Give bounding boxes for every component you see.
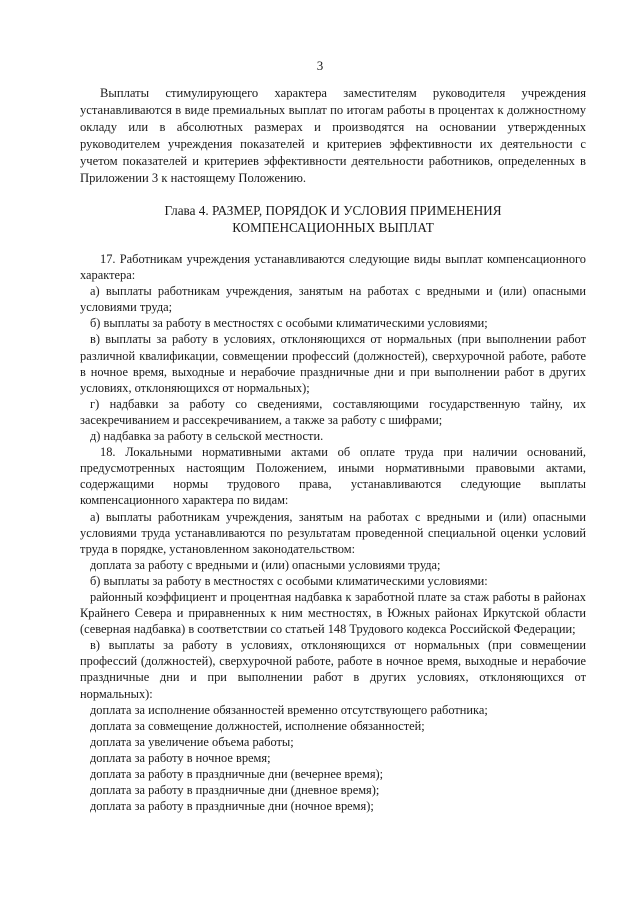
list-item: доплата за работу в праздничные дни (вечернее время); bbox=[90, 767, 384, 781]
list-item: доплата за работу в ночное время; bbox=[90, 750, 271, 765]
section-18-item-v-list bbox=[80, 702, 586, 815]
section-18-item-a-sub: доплата за работу с вредными и (или) опасными условиями труда; bbox=[90, 557, 441, 572]
document-body bbox=[80, 251, 586, 814]
list-item: доплата за работу в праздничные дни (ночное время); bbox=[90, 799, 374, 814]
section-18-item-a: а) выплаты работникам учреждения, занятым на работах с вредными и (или) опасными условиями труда устанавливаются по результатам проведенной специальной оценки условий труда в порядке, установленном законодательством: bbox=[80, 509, 586, 556]
page-number: 3 bbox=[316, 58, 324, 73]
list-item: доплата за работу в праздничные дни (дневное время); bbox=[90, 783, 380, 798]
section-18-item-b-sub: районный коэффициент и процентная надбавка к заработной плате за стаж работы в районах Крайнего Севера и приравненных к ним местностях, в Южных районах Иркутской области (северная надбавка) в соответствии со статьей 148 Трудового кодекса Российской Федерации; bbox=[80, 589, 586, 637]
section-17-item-b: б) выплаты за работу в местностях с особыми климатическими условиями; bbox=[90, 316, 488, 331]
section-18-intro: 18. Локальными нормативными актами об оплате труда при наличии оснований, предусмотренных настоящим Положением, иными нормативными правовыми актами, содержащими нормы трудового права, устанавливаются следующие выплаты компенсационного характера по видам: bbox=[80, 445, 586, 508]
section-18-item-v: в) выплаты за работу в условиях, отклоняющихся от нормальных (при совмещении профессий (должностей), сверхурочной работе, работе в ночное время, выходные и нерабочие праздничные дни и при выполнении работ в других условиях, отклоняющихся от нормальных): bbox=[80, 638, 586, 701]
section-17-intro: 17. Работникам учреждения устанавливаются следующие виды выплат компенсационного характера: bbox=[80, 252, 586, 283]
intro-paragraph: Выплаты стимулирующего характера заместителям руководителя учреждения устанавливаются в виде премиальных выплат по итогам работы в процентах к должностному окладу или в абсолютных размерах и производятся на основании утвержденных руководителем учреждения показателей и критериев эффективности их деятельности с учетом показателей и критериев эффективности деятельности работников, определенных в Приложении 3 к настоящему Положению. bbox=[80, 86, 586, 185]
list-item: доплата за совмещение должностей, исполнение обязанностей; bbox=[90, 718, 425, 733]
chapter-heading-line-2: КОМПЕНСАЦИОННЫХ ВЫПЛАТ bbox=[232, 220, 434, 235]
list-item: доплата за увеличение объема работы; bbox=[90, 734, 294, 749]
list-item: доплата за исполнение обязанностей временно отсутствующего работника; bbox=[90, 702, 488, 717]
chapter-heading bbox=[80, 202, 586, 236]
section-17-item-a: а) выплаты работникам учреждения, занятым на работах с вредными и (или) опасными условиями труда; bbox=[80, 284, 586, 315]
chapter-heading-line-1: Глава 4. РАЗМЕР, ПОРЯДОК И УСЛОВИЯ ПРИМЕНЕНИЯ bbox=[164, 203, 502, 218]
section-17-item-d: д) надбавка за работу в сельской местности. bbox=[90, 429, 324, 444]
section-17-item-v: в) выплаты за работу в условиях, отклоняющихся от нормальных (при выполнении работ различной квалификации, совмещении профессий (должностей), сверхурочной работе, работе в ночное время, выходные и нерабочие праздничные дни и при выполнении работ в других условиях, отклоняющихся от нормальных); bbox=[80, 332, 586, 395]
section-18-item-b: б) выплаты за работу в местностях с особыми климатическими условиями: bbox=[90, 573, 488, 588]
section-17-item-g: г) надбавки за работу со сведениями, составляющими государственную тайну, их засекречиванием и рассекречиванием, а также за работу с шифрами; bbox=[80, 396, 586, 427]
